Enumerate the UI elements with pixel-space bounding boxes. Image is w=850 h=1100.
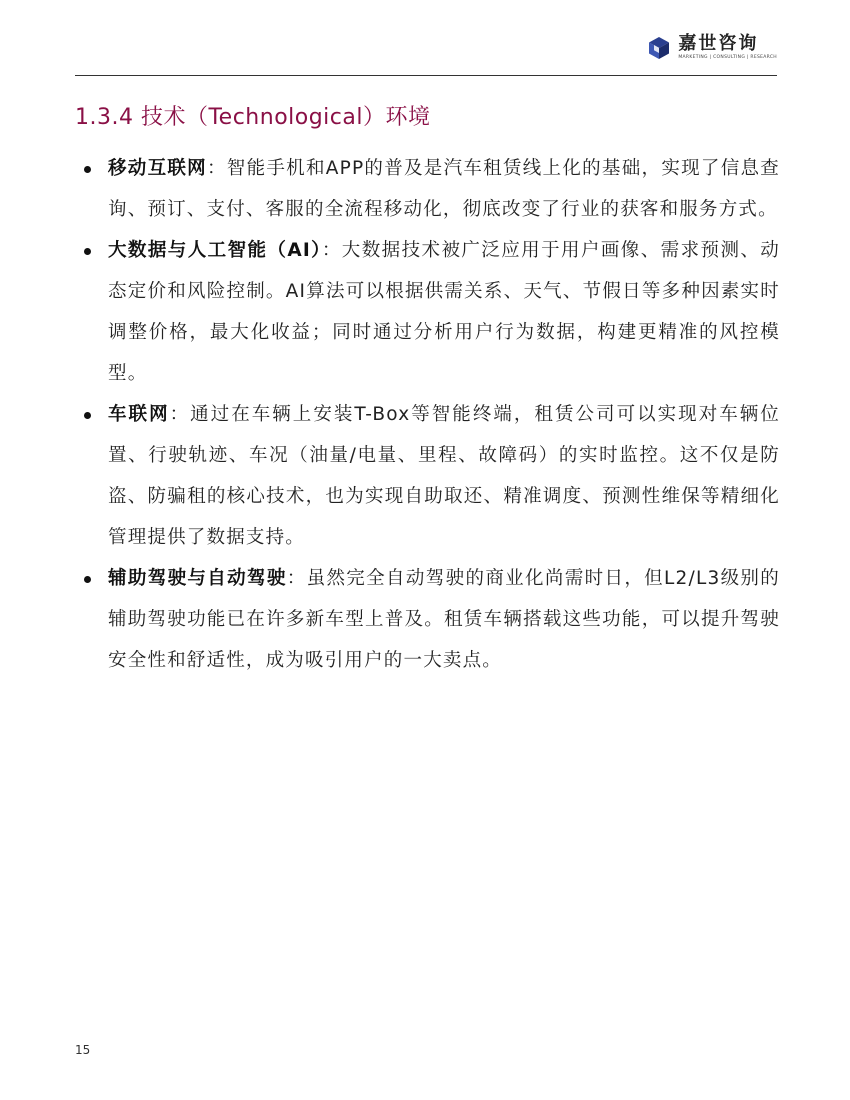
bullet-text: ：通过在车辆上安装T-Box等智能终端，租赁公司可以实现对车辆位置、行驶轨迹、车况（油量/电量、里程、故障码）的实时监控。这不仅是防盗、防骗租的核心技术，也为实现自助取还、精准调度、预测性维保等精细化管理提供了数据支持。 — [108, 404, 780, 548]
logo-tagline: MARKETING | CONSULTING | RESEARCH — [678, 55, 777, 60]
header-divider — [75, 75, 777, 76]
bullet-dot-icon — [84, 576, 91, 583]
bullet-text: ：虽然完全自动驾驶的商业化尚需时日，但L2/L3级别的辅助驾驶功能已在许多新车型上普及。租赁车辆搭载这些功能，可以提升驾驶安全性和舒适性，成为吸引用户的一大卖点。 — [108, 568, 780, 671]
bullet-item-iov — [80, 394, 780, 558]
bullet-term: 大数据与人工智能（AI） — [108, 240, 322, 261]
section-title: 1.3.4 技术（Technological）环境 — [75, 105, 431, 130]
page-number: 15 — [75, 1043, 91, 1057]
bullet-term: 辅助驾驶与自动驾驶 — [108, 568, 287, 589]
bullet-dot-icon — [84, 412, 91, 419]
page-header — [75, 30, 777, 74]
bullet-term: 移动互联网 — [108, 158, 207, 179]
bullet-item-big-data-ai — [80, 230, 780, 394]
bullet-item-mobile-internet — [80, 148, 780, 230]
bullet-term: 车联网 — [108, 404, 170, 425]
bullet-dot-icon — [84, 166, 91, 173]
logo-cube-icon — [646, 35, 672, 61]
brand-logo — [646, 34, 777, 61]
bullet-text: ：智能手机和APP的普及是汽车租赁线上化的基础，实现了信息查询、预订、支付、客服的全流程移动化，彻底改变了行业的获客和服务方式。 — [108, 158, 780, 220]
bullet-item-driving-assist — [80, 558, 780, 681]
bullet-dot-icon — [84, 248, 91, 255]
logo-name: 嘉世咨询 — [678, 33, 759, 54]
bullet-text: ：大数据技术被广泛应用于用户画像、需求预测、动态定价和风险控制。AI算法可以根据供需关系、天气、节假日等多种因素实时调整价格，最大化收益；同时通过分析用户行为数据，构建更精准的风控模型。 — [108, 240, 780, 384]
bullet-list — [80, 148, 780, 681]
